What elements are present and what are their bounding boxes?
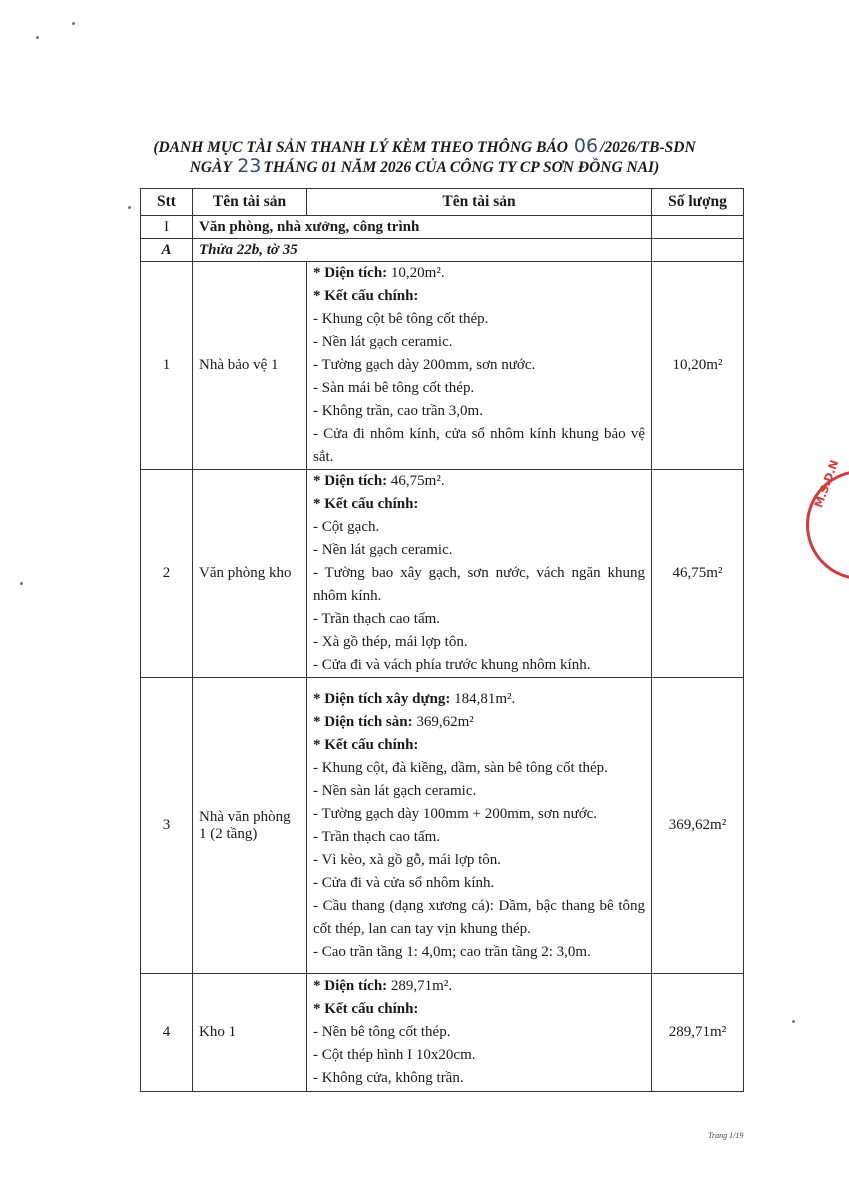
- header-stt: Stt: [141, 189, 193, 216]
- row-quantity: 289,71m²: [652, 974, 744, 1092]
- desc-line: - Cửa đi và cửa sổ nhôm kính.: [313, 874, 495, 891]
- scan-speck: [792, 1020, 795, 1023]
- subsection-row: [141, 239, 744, 262]
- area-label: * Diện tích xây dựng:: [313, 690, 451, 707]
- table-row: [141, 678, 744, 974]
- desc-line: - Cao trần tầng 1: 4,0m; cao trần tầng 2: 3,0m.: [313, 943, 591, 960]
- row-description: [307, 470, 652, 678]
- document-title-line-2: [0, 156, 849, 178]
- area-label: * Diện tích:: [313, 265, 388, 281]
- header-name: Tên tài sản: [193, 189, 307, 216]
- scan-speck: [128, 206, 131, 209]
- structure-label: * Kết cấu chính:: [313, 496, 419, 512]
- desc-line: - Cửa đi và vách phía trước khung nhôm kính.: [313, 657, 591, 673]
- section-row: [141, 216, 744, 239]
- desc-line: - Trần thạch cao tấm.: [313, 611, 441, 627]
- structure-label: * Kết cấu chính:: [313, 1001, 419, 1017]
- section-stt: I: [141, 216, 193, 239]
- area-label: * Diện tích:: [313, 978, 388, 994]
- row-quantity: 46,75m²: [652, 470, 744, 678]
- desc-line: - Cột gạch.: [313, 519, 380, 535]
- section-label: Văn phòng, nhà xưởng, công trình: [193, 216, 652, 239]
- header-qty: Số lượng: [652, 189, 744, 216]
- row-name: Văn phòng kho: [193, 470, 307, 678]
- desc-line: - Xà gồ thép, mái lợp tôn.: [313, 634, 468, 650]
- title-suffix: /2026/TB-SDN: [600, 139, 696, 156]
- handwritten-number: 06: [573, 135, 599, 157]
- document-title-line-1: [0, 136, 849, 158]
- area-value: 10,20m².: [390, 265, 445, 281]
- table-row: [141, 470, 744, 678]
- desc-line: - Nền sàn lát gạch ceramic.: [313, 782, 477, 799]
- area-value: 46,75m².: [390, 473, 445, 489]
- area-value: 289,71m².: [390, 978, 453, 994]
- row-stt: 2: [141, 470, 193, 678]
- floor-area-label: * Diện tích sàn:: [313, 713, 413, 730]
- desc-line: - Sàn mái bê tông cốt thép.: [313, 380, 475, 396]
- desc-line: - Nền lát gạch ceramic.: [313, 334, 453, 350]
- desc-line: - Vì kèo, xà gồ gỗ, mái lợp tôn.: [313, 851, 502, 868]
- date-suffix: THÁNG 01 NĂM 2026 CỦA CÔNG TY CP SƠN ĐỒNG NAI): [263, 159, 660, 176]
- desc-line: - Trần thạch cao tấm.: [313, 828, 441, 845]
- desc-line: - Cầu thang (dạng xương cá): Dầm, bậc thang bê tông cốt thép, lan can tay vịn khung thép.: [313, 897, 645, 937]
- desc-line: - Khung cột, đà kiềng, dầm, sàn bê tông cốt thép.: [313, 759, 608, 776]
- desc-line: - Không trần, cao trần 3,0m.: [313, 403, 483, 419]
- section-empty: [652, 216, 744, 239]
- page-number: Trang 1/19: [708, 1131, 744, 1140]
- desc-line: - Không cửa, không trần.: [313, 1070, 464, 1086]
- area-value: 184,81m².: [454, 690, 516, 707]
- desc-line: - Cửa đi nhôm kính, cửa sổ nhôm kính khung bảo vệ sắt.: [313, 426, 645, 465]
- table-row: [141, 262, 744, 470]
- subsection-empty: [652, 239, 744, 262]
- subsection-label: Thửa 22b, tờ 35: [193, 239, 652, 262]
- row-stt: 1: [141, 262, 193, 470]
- desc-line: - Nền lát gạch ceramic.: [313, 542, 453, 558]
- scan-speck: [20, 582, 23, 585]
- row-description: [307, 262, 652, 470]
- row-description: [307, 678, 652, 974]
- subsection-stt: A: [141, 239, 193, 262]
- scan-speck: [36, 36, 39, 39]
- handwritten-day: 23: [237, 155, 262, 177]
- scan-speck: [72, 22, 75, 25]
- row-description: [307, 974, 652, 1092]
- area-label: * Diện tích:: [313, 473, 388, 489]
- desc-line: - Tường bao xây gạch, sơn nước, vách ngăn khung nhôm kính.: [313, 565, 645, 604]
- structure-label: * Kết cấu chính:: [313, 736, 419, 753]
- row-stt: 4: [141, 974, 193, 1092]
- asset-table: [140, 188, 744, 1092]
- desc-line: - Nền bê tông cốt thép.: [313, 1024, 451, 1040]
- row-quantity: 369,62m²: [652, 678, 744, 974]
- desc-line: - Tường gạch dày 200mm, sơn nước.: [313, 357, 536, 373]
- header-desc: Tên tài sản: [307, 189, 652, 216]
- title-prefix: (DANH MỤC TÀI SẢN THANH LÝ KÈM THEO THÔNG BÁO: [153, 139, 568, 156]
- row-quantity: 10,20m²: [652, 262, 744, 470]
- desc-line: - Cột thép hình I 10x20cm.: [313, 1047, 476, 1063]
- row-name: Kho 1: [193, 974, 307, 1092]
- desc-line: - Tường gạch dày 100mm + 200mm, sơn nước.: [313, 805, 598, 822]
- stamp-text: M.S.D.N: [812, 458, 842, 510]
- date-prefix: NGÀY: [189, 159, 232, 176]
- floor-area-value: 369,62m²: [416, 713, 474, 730]
- row-name: Nhà bảo vệ 1: [193, 262, 307, 470]
- row-name: Nhà văn phòng 1 (2 tầng): [193, 678, 307, 974]
- desc-line: - Khung cột bê tông cốt thép.: [313, 311, 489, 327]
- table-header-row: [141, 189, 744, 216]
- table-row: [141, 974, 744, 1092]
- row-stt: 3: [141, 678, 193, 974]
- structure-label: * Kết cấu chính:: [313, 288, 419, 304]
